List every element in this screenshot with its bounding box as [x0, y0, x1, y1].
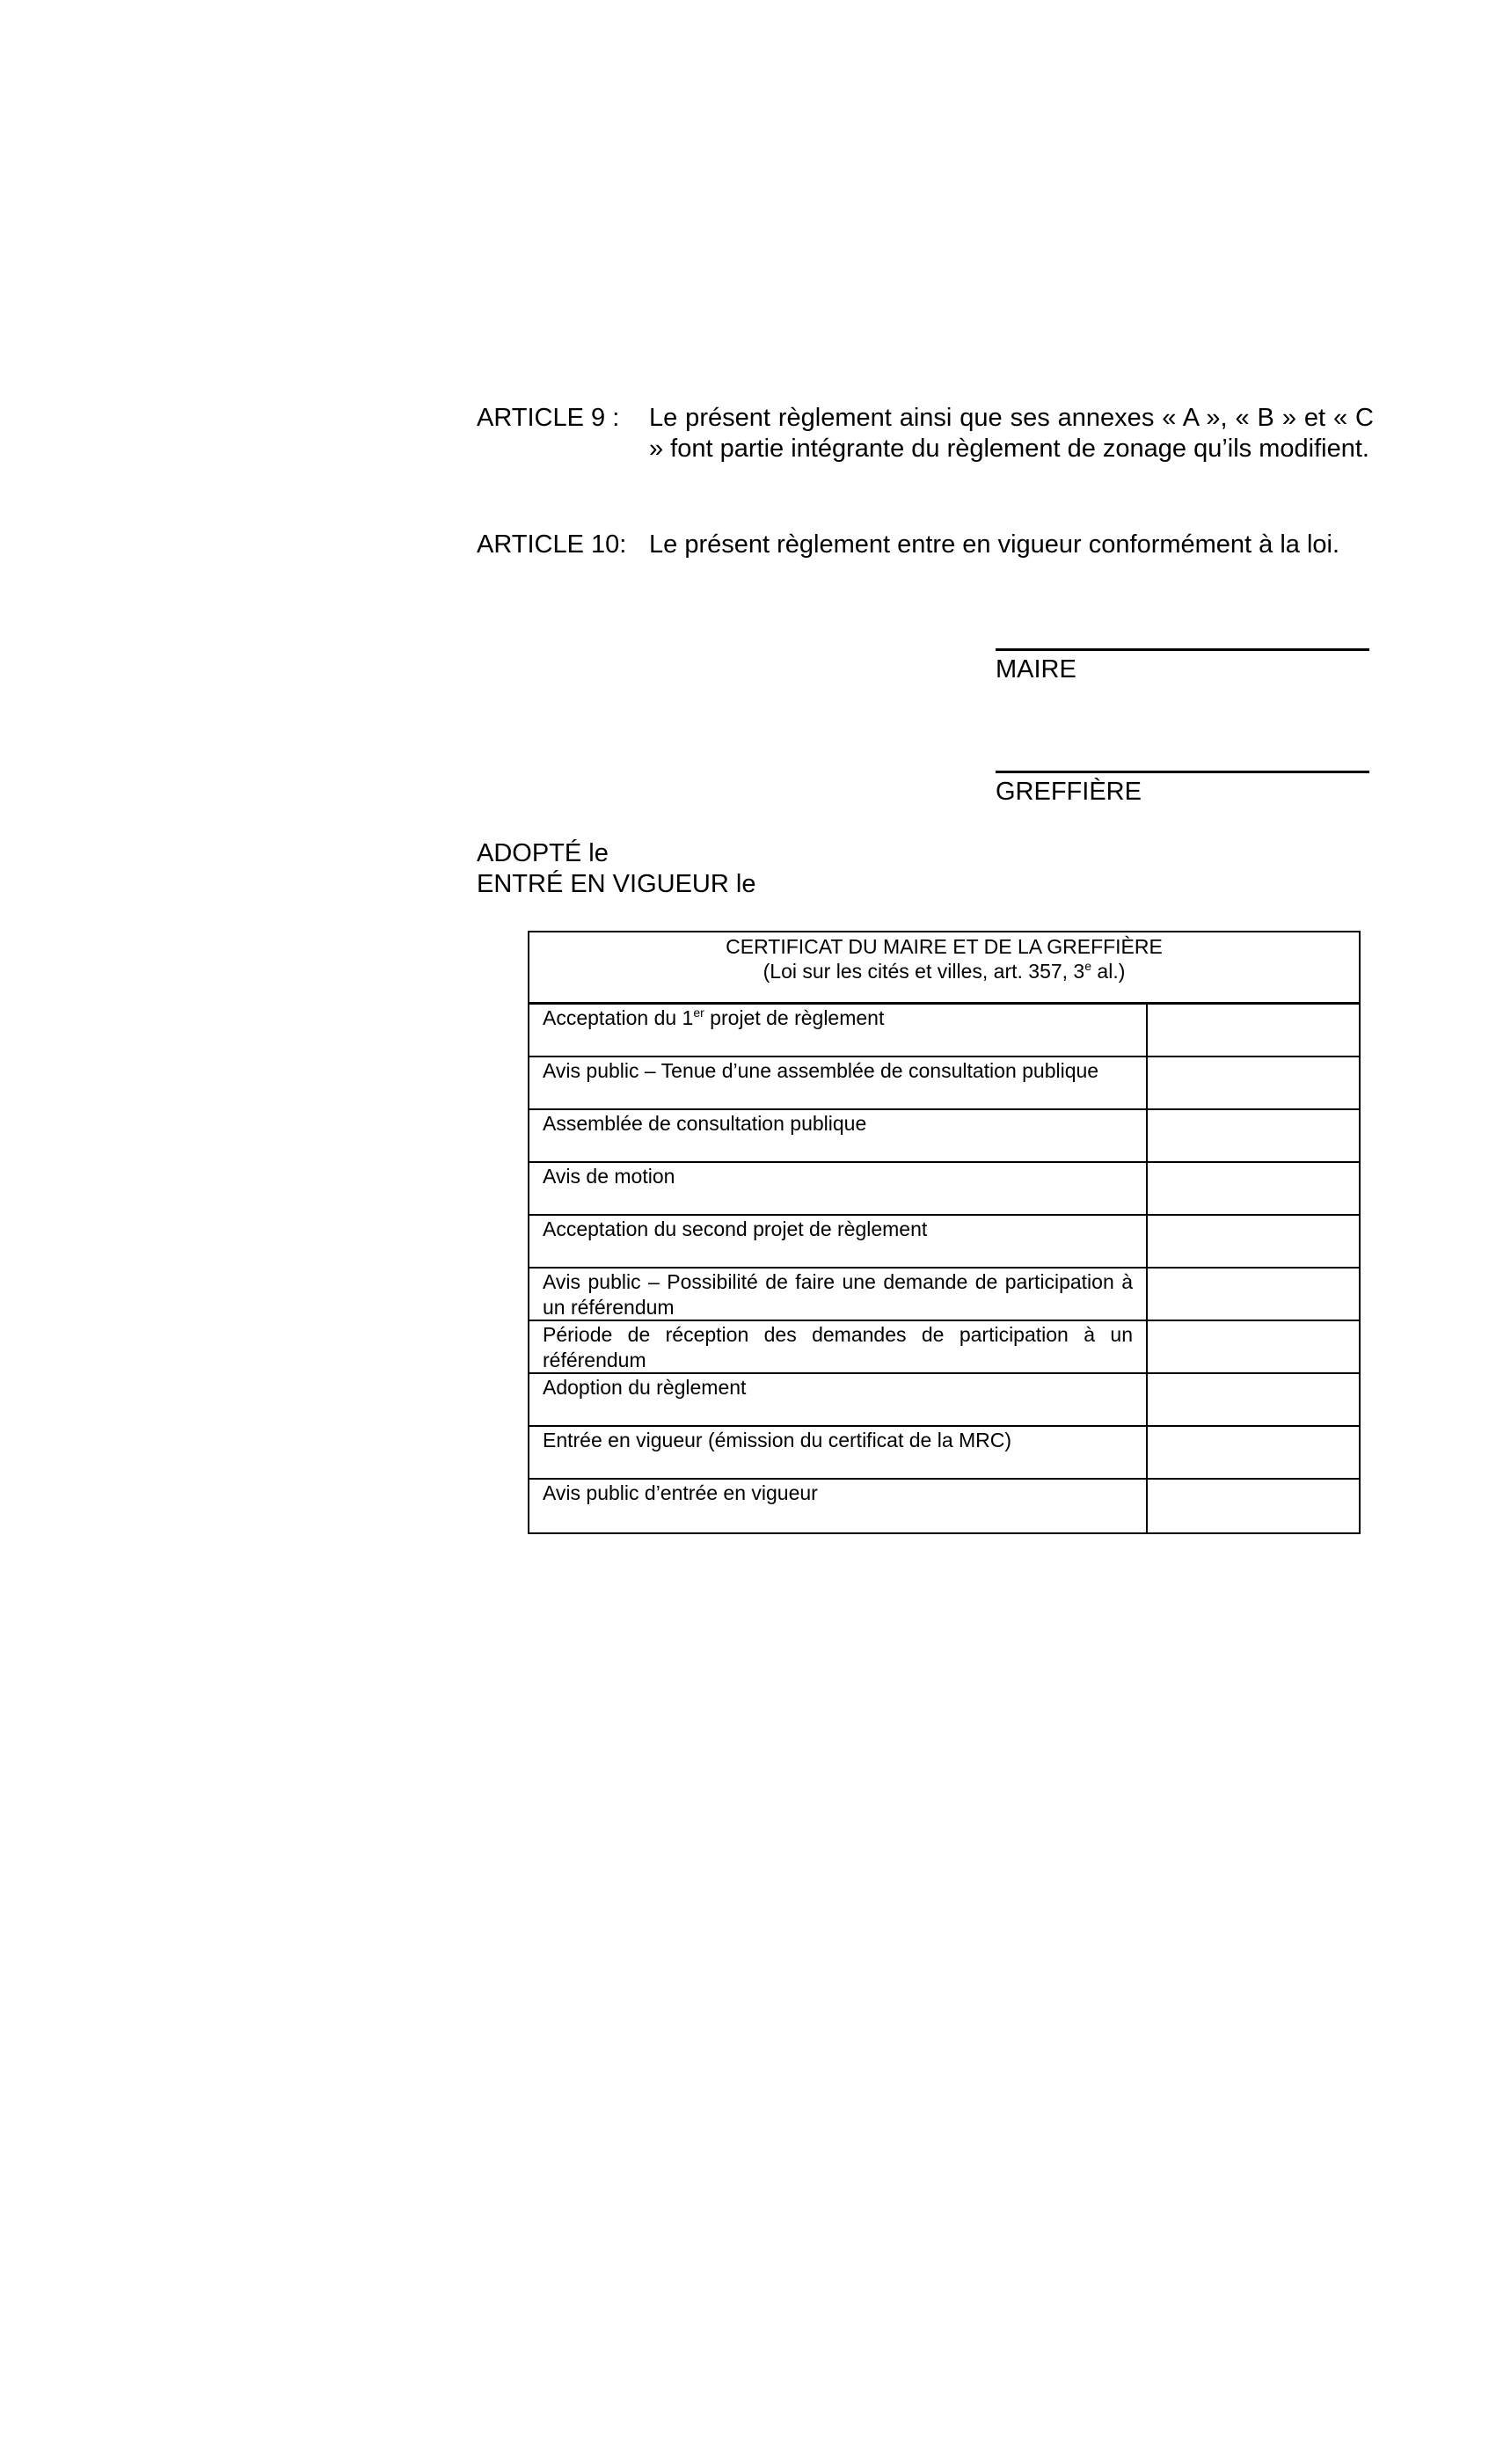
mayor-signature-label: MAIRE	[996, 655, 1076, 684]
clerk-signature-label: GREFFIÈRE	[996, 778, 1142, 806]
certificate-subtitle-end: al.)	[1091, 960, 1126, 983]
row-label-superscript: er	[693, 1005, 704, 1020]
article-10-label: ARTICLE 10:	[477, 530, 627, 559]
row-label: Période de réception des demandes de participation à un référendum	[529, 1321, 1148, 1372]
table-row	[529, 1374, 1359, 1427]
certificate-subtitle	[529, 959, 1359, 983]
certificate-table	[528, 931, 1361, 1534]
row-label: Assemblée de consultation publique	[529, 1110, 1148, 1161]
table-row	[529, 1216, 1359, 1269]
row-label-end: projet de règlement	[704, 1006, 885, 1029]
article-10	[477, 530, 1374, 560]
table-row	[529, 1269, 1359, 1321]
row-date-cell[interactable]	[1148, 1057, 1359, 1108]
row-date-cell[interactable]	[1148, 1163, 1359, 1214]
clerk-signature-block	[996, 771, 1369, 808]
row-label: Entrée en vigueur (émission du certificat de la MRC)	[529, 1427, 1148, 1478]
row-label: Avis public d’entrée en vigueur	[529, 1480, 1148, 1532]
row-label: Avis de motion	[529, 1163, 1148, 1214]
table-row	[529, 1480, 1359, 1532]
certificate-subtitle-text: (Loi sur les cités et villes, art. 357, 3	[763, 960, 1085, 983]
mayor-signature-block	[996, 648, 1369, 685]
adoption-dates	[477, 838, 755, 900]
certificate-title: CERTIFICAT DU MAIRE ET DE LA GREFFIÈRE	[726, 935, 1163, 958]
article-10-text: Le présent règlement entre en vigueur conformément à la loi.	[649, 530, 1340, 559]
row-label: Acceptation du second projet de règlement	[529, 1216, 1148, 1267]
row-label: Adoption du règlement	[529, 1374, 1148, 1425]
table-row	[529, 1057, 1359, 1110]
table-row	[529, 1110, 1359, 1163]
table-row	[529, 1005, 1359, 1057]
row-date-cell[interactable]	[1148, 1005, 1359, 1056]
certificate-header	[529, 932, 1359, 1005]
in-force-date-label: ENTRÉ EN VIGUEUR le	[477, 870, 756, 898]
article-9-label: ARTICLE 9 :	[477, 404, 620, 432]
clerk-signature-line	[996, 771, 1369, 773]
certificate-subtitle-superscript: e	[1084, 959, 1092, 973]
row-date-cell[interactable]	[1148, 1427, 1359, 1478]
mayor-signature-line	[996, 648, 1369, 651]
row-date-cell[interactable]	[1148, 1480, 1359, 1532]
row-label: Avis public – Possibilité de faire une demande de participation à un référendum	[529, 1269, 1148, 1320]
row-label	[529, 1005, 1148, 1056]
table-row	[529, 1427, 1359, 1480]
row-date-cell[interactable]	[1148, 1216, 1359, 1267]
row-label-text: Acceptation du 1	[543, 1006, 694, 1029]
table-row	[529, 1321, 1359, 1374]
row-date-cell[interactable]	[1148, 1321, 1359, 1372]
row-date-cell[interactable]	[1148, 1374, 1359, 1425]
adopted-date-label: ADOPTÉ le	[477, 839, 609, 867]
article-9	[477, 403, 1374, 464]
row-date-cell[interactable]	[1148, 1110, 1359, 1161]
article-9-text: Le présent règlement ainsi que ses annexes « A », « B » et « C » font partie intégrante du règlement de zonage qu’ils modifient.	[649, 404, 1374, 463]
row-date-cell[interactable]	[1148, 1269, 1359, 1320]
table-row	[529, 1163, 1359, 1216]
row-label: Avis public – Tenue d’une assemblée de consultation publique	[529, 1057, 1148, 1108]
